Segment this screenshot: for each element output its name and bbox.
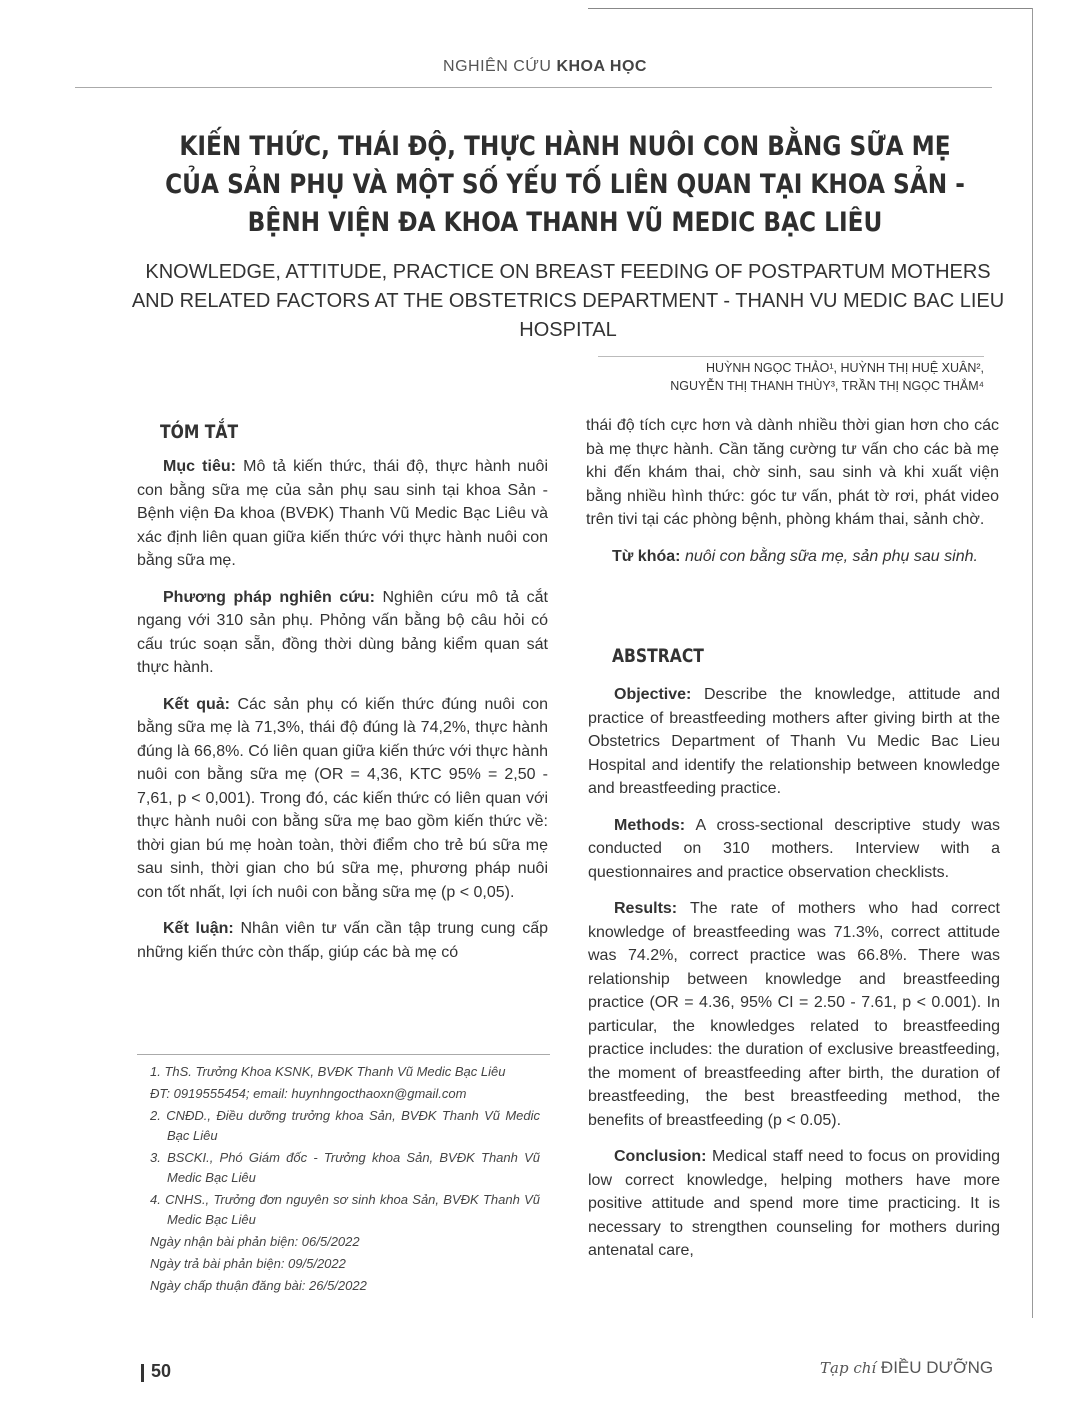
abstract-conclusion-label: Conclusion: [614, 1148, 707, 1165]
abstract-objective-label: Objective: [614, 686, 692, 703]
date-returned: Ngày trả bài phản biện: 09/5/2022 [150, 1256, 346, 1271]
note-4: 4. CNHS., Trưởng đơn nguyên sơ sinh khoa Sản, BVĐK Thanh Vũ Medic Bạc Liêu [150, 1192, 540, 1227]
page-border-right [1032, 8, 1033, 1318]
summary-objective [137, 455, 548, 573]
abstract-methods [588, 814, 1000, 885]
title-vi-line: BỆNH VIỆN ĐA KHOA THANH VŨ MEDIC BẠC LIÊU [247, 207, 883, 238]
authors-line: NGUYỄN THỊ THANH THÙY³, TRẦN THỊ NGỌC THẮM⁴ [670, 379, 984, 393]
abstract-objective [588, 683, 1000, 801]
section-bold: KHOA HỌC [556, 58, 647, 75]
title-en-line: KNOWLEDGE, ATTITUDE, PRACTICE ON BREAST FEEDING OF POSTPARTUM MOTHERS [145, 261, 991, 283]
title-english [118, 258, 1018, 345]
abstract-heading: ABSTRACT [612, 645, 704, 667]
summary-left-column [137, 455, 548, 977]
abstract-methods-label: Methods: [614, 816, 686, 834]
keywords [586, 545, 999, 569]
objective-label: Mục tiêu: [163, 458, 236, 475]
summary-methods [137, 586, 548, 680]
abstract-conclusion-text: Medical staff need to focus on providing low correct knowledge, helping mothers have more positive attitude and spend more time practicing. It is necessary to strengthen counseling for mothers during antenatal care, [588, 1148, 1000, 1259]
header-divider [75, 87, 992, 88]
conclusion-continued: thái độ tích cực hơn và dành nhiều thời gian hơn cho các bà mẹ thực hành. Cần tăng cường tư vấn cho các bà mẹ khi đến khám thai, chờ sinh, sau sinh và khi xuất viện bằng nhiều hình thức: góc tư vấn, phát tờ rơi, phát video trên tivi tại các phòng bệnh, phòng khám thai, sảnh chờ. [586, 417, 999, 528]
authors-divider [598, 356, 984, 357]
section-prefix: NGHIÊN CỨU [443, 58, 552, 75]
conclusion-text: Nhân viên tư vấn cần tập trung cung cấp những kiến thức còn thấp, giúp các bà mẹ có [137, 920, 548, 961]
objective-text: Mô tả kiến thức, thái độ, thực hành nuôi con bằng sữa mẹ của sản phụ sau sinh tại khoa Sản - Bệnh viện Đa khoa (BVĐK) Thanh Vũ Medic Bạc Liêu và xác định liên quan giữa kiến thức với thực hành nuôi con bằng sữa mẹ. [137, 458, 549, 569]
abstract-results [588, 897, 1000, 1132]
abstract-methods-text: A cross-sectional descriptive study was conducted on 310 mothers. Interview with a questionnaires and practice observation checklists. [588, 816, 1000, 881]
conclusion-label: Kết luận: [163, 920, 234, 937]
journal-title: ĐIỀU DƯỠNG [880, 1358, 994, 1377]
methods-text: Nghiên cứu mô tả cắt ngang với 310 sản phụ. Phỏng vấn bằng bộ câu hỏi có cấu trúc soạn sẵn, đồng thời dùng bảng kiểm quan sát thực hành. [137, 588, 548, 676]
title-en-line: HOSPITAL [519, 319, 617, 341]
date-accepted: Ngày chấp thuận đăng bài: 26/5/2022 [150, 1278, 367, 1293]
title-vietnamese [165, 128, 965, 242]
page-border-top [588, 8, 1033, 9]
page-number [141, 1361, 171, 1382]
note-1-contact: ĐT: 0919555454; email: huynhngocthaoxn@gmail.com [150, 1086, 467, 1101]
affiliations-notes [150, 1062, 540, 1298]
journal-prefix: Tạp chí [820, 1359, 877, 1377]
results-label: Kết quả: [163, 695, 231, 713]
note-1: 1. ThS. Trưởng Khoa KSNK, BVĐK Thanh Vũ Medic Bạc Liêu [150, 1064, 506, 1079]
keywords-label: Từ khóa: [612, 547, 681, 565]
abstract-objective-text: Describe the knowledge, attitude and practice of breastfeeding mothers after giving birth at the Obstetrics Department of Thanh Vu Medic Bac Lieu Hospital and identify the relationship between knowledge and breastfeeding practice. [588, 686, 1001, 797]
abstract-column [588, 683, 1000, 1276]
abstract-results-label: Results: [614, 900, 678, 917]
authors-line: HUỲNH NGỌC THẢO¹, HUỲNH THỊ HUỆ XUÂN², [705, 361, 984, 375]
authors [560, 359, 984, 395]
summary-conclusion [137, 917, 548, 964]
methods-label: Phương pháp nghiên cứu: [163, 588, 375, 606]
page-number-value: 50 [151, 1361, 172, 1381]
abstract-conclusion [588, 1145, 1000, 1263]
results-text: Các sản phụ có kiến thức đúng nuôi con bằng sữa mẹ là 71,3%, thái độ đúng là 74,2%, thực hành đúng là 66,8%. Có liên quan giữa kiến thức với thực hành nuôi con bằng sữa mẹ (OR = 4,36, KTC 95% = 2,50 - 7,61, p < 0,001). Trong đó, các kiến thức có liên quan với thực hành nuôi con bằng sữa mẹ bao gồm kiến thức về: thời gian bú mẹ hoàn toàn, thời điểm cho trẻ bú sữa mẹ sau sinh, thời gian cho bú sữa mẹ, phương pháp nuôi con tốt nhất, lợi ích nuôi con bằng sữa mẹ (p < 0,05). [137, 695, 549, 901]
title-en-line: AND RELATED FACTORS AT THE OBSTETRICS DEPARTMENT - THANH VU MEDIC BAC LIEU [131, 290, 1005, 312]
date-received: Ngày nhận bài phản biện: 06/5/2022 [150, 1234, 360, 1249]
summary-right-column [586, 414, 999, 581]
summary-results [137, 693, 548, 905]
journal-name [820, 1358, 993, 1378]
note-3: 3. BSCKI., Phó Giám đốc - Trưởng khoa Sản, BVĐK Thanh Vũ Medic Bạc Liêu [150, 1150, 540, 1185]
section-header [0, 58, 1090, 76]
keywords-text: nuôi con bằng sữa mẹ, sản phụ sau sinh. [684, 547, 978, 565]
title-vi-line: CỦA SẢN PHỤ VÀ MỘT SỐ YẾU TỐ LIÊN QUAN TẠI KHOA SẢN - [165, 169, 965, 200]
abstract-results-text: The rate of mothers who had correct knowledge of breastfeeding was 71.3%, correct attitude was 74.2%, correct practice was 66.8%. There was relationship between knowledge and breastfeeding practice (OR = 4.36, 95% CI = 2.50 - 7.61, p < 0.001). In particular, the knowledges related to breastfeeding practice includes: the duration of exclusive breastfeeding, the moment of breastfeeding after birth, the duration of breastfeeding, the best breastfeeding method, the benefits of breastfeeding (p < 0.05). [588, 900, 1000, 1129]
title-vi-line: KIẾN THỨC, THÁI ĐỘ, THỰC HÀNH NUÔI CON BẰNG SỮA MẸ [179, 131, 951, 162]
note-2: 2. CNĐD., Điều dưỡng trưởng khoa Sản, BVĐK Thanh Vũ Medic Bạc Liêu [150, 1108, 540, 1143]
summary-heading: TÓM TẮT [160, 421, 239, 443]
